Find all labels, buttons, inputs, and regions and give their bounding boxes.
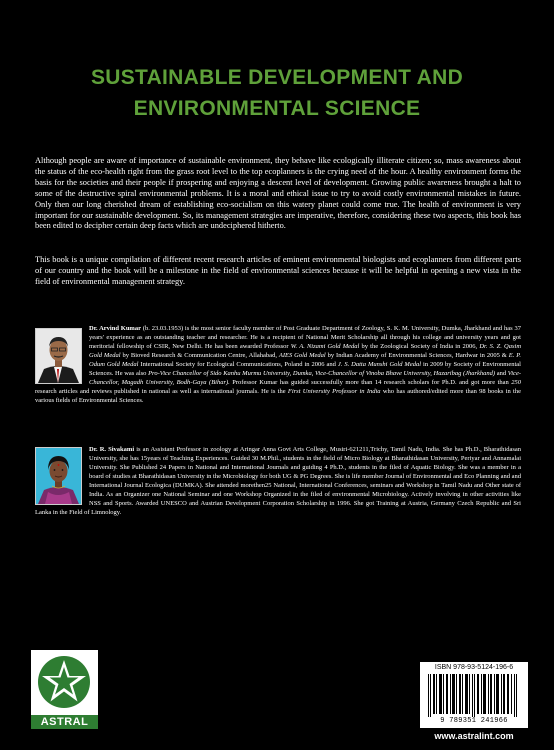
author-bio-arvind-kumar: Dr. Arvind Kumar (b. 23.03.1953) is the most senior faculty member of Post Graduate Department of Zoology, S. K. M. University, Dumka, Jharkhand and has 37 years' experience as an outstanding teacher and researcher. He is a recipient of National Merit Scholarship all through his college and university years and got meritorial fellowship of CSIR, New Delhi. He has been awarded Professor W. A. Nizami Gold Medal by the Zoological Society of India in 2006, Dr. S. Z. Qasim Gold Medal by Bioved Research & Communication Centre, Allahabad, AIES Gold Medal by Indian Academy of Environmental Sciences, Hardwar in 2005 & E. P. Odum Gold Medal International Society for Ecological Communications, Poland in 2006 and J. S. Datta Munshi Gold Medal in 2009 by Society of Environmental Sciences. He was also Pro-Vice Chancellor of Sido Kanhu Murmu University, Dumka, Vice-Chancellor of Vinoba Bhave University, Hazaribag (Jharkhand) and Vice-Chancellor, Magadh University, Bodh-Gaya (Bihar). Professor Kumar has guided successfully more than 14 research scholars for Ph.D. and got more than 250 research articles and reviews published in national as well as international journals. He is the First University Professor in India who has authored/edited more than 98 books in the various fields of Environmental Sciences. [35,325,522,404]
description-paragraph-1: Although people are aware of importance of sustainable environment, they behave like ecologically illiterate citizen; so, mass awareness about the status of the eco-health right from the grass root level to the top ecoplanners is the crying need of the hour. A healthy environment forms the basis for the societies and their people if prospering and enjoying a descent level of development. Growing public awareness brought a halt to some of the destructive spiral environmental problems. It is a moral and ethical issue to try to avoid costly environmental mistakes in future. Only then our long cherished dream of establishing eco-socialism on this watery planet could come true. The health of environment is very important for our sustainable development. So, its management strategies are imperative, therefore, considering these two aspects, this book has been edited to decipher certain deep facts which are undeciphered hitherto. [35,156,521,231]
barcode-icon [426,674,522,717]
isbn-barcode [420,662,528,728]
author-name-sivakami: Dr. R. Sivakami [89,446,135,453]
author-photo-arvind-kumar [35,328,82,384]
book-title [0,62,554,124]
book-title-line1: SUSTAINABLE DEVELOPMENT AND [90,66,464,89]
author-name-arvind-kumar: Dr. Arvind Kumar [89,325,141,332]
publisher-website: www.astralint.com [434,731,514,741]
description-paragraph-2: This book is a unique compilation of different recent research articles of eminent environmental biologists and ecoplanners from different parts of our country and the book will be a milestone in the field of environmental sciences because it will be helpful in opening a new vista in the field of environmental management strategy. [35,255,521,286]
author-bio-sivakami: Dr. R. Sivakami is an Assistant Professor in zoology at Aringar Anna Govt Arts College, Musiri-621211,Trichy, Tamil Nadu, India. She has Ph.D., Bharathidasan University, she has 15years of Teaching Experiences. Guided 30 M.Phil., students in the field of Micro Biology at Bharathidasan University, Periyar and Annamalai University. She Published 24 Papers in National and International Journals and guiding 4 Ph.D., students in the filed of Aquatic Biology. She was a member in a board of studies at Bharathidasan University in the Microbiology for both UG & PG Degrees. She is life member Journal of Environmental and Eco Planning and and International Journal Ecologica (DUMKA). She attended morethen25 National, International Conferences, seminars and Workshop in Tamil Nadu and Other state of India. As an Organizer one National Seminar and one Workshop Organized in the filed of environmental Microbiology. Actively involving in other activities like NSS and Sports. Awarded UNESCO and Austrian Development Corporation Scholarship in 1996. She got Training at Austria, Germany Czech Republic and Sri Lanka in the Field of Limnology. [35,446,521,516]
author-photo-sivakami [35,447,82,505]
book-title-line2: ENVIRONMENTAL SCIENCE [133,97,421,120]
isbn-label: ISBN 978-93-5124-196-6 [434,664,514,671]
publisher-logo-text: ASTRAL [31,715,98,729]
isbn-digits: 9 789351 241966 [440,717,508,725]
